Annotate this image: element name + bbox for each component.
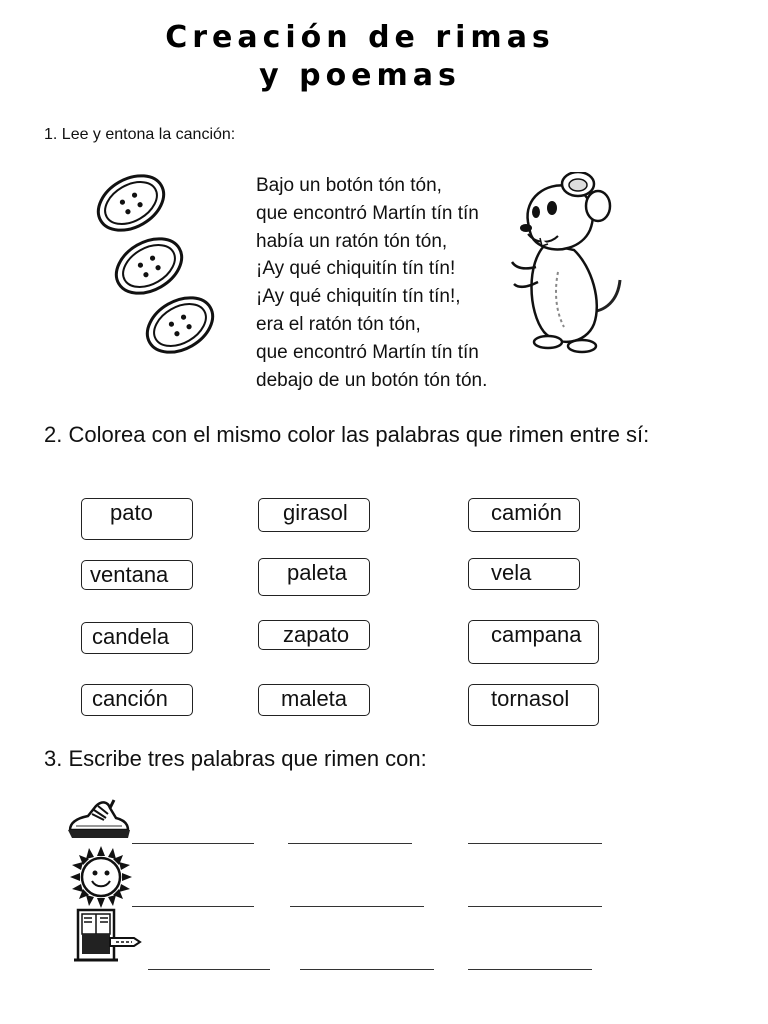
- sun-icon: [70, 846, 132, 908]
- button-icon: [107, 228, 192, 305]
- answer-line[interactable]: [300, 969, 434, 970]
- poem-line: era el ratón tón tón,: [256, 313, 421, 335]
- word-box-vela[interactable]: vela: [468, 558, 580, 590]
- button-icon: [138, 287, 222, 360]
- song-poem: [256, 172, 516, 394]
- shoe-icon: [66, 796, 132, 842]
- answer-line[interactable]: [132, 843, 254, 844]
- worksheet-title-line-1: Creación de rimas: [165, 20, 555, 55]
- word-box-zapato[interactable]: zapato: [258, 620, 370, 650]
- word-box-maleta[interactable]: maleta: [258, 684, 370, 716]
- answer-line[interactable]: [288, 843, 412, 844]
- word-box-ventana[interactable]: ventana: [81, 560, 193, 590]
- answer-line[interactable]: [290, 906, 424, 907]
- window-icon: [72, 908, 144, 964]
- poem-line: había un ratón tón tón,: [256, 230, 448, 252]
- poem-line: ¡Ay qué chiquitín tín tín!,: [256, 286, 461, 308]
- answer-line[interactable]: [132, 906, 254, 907]
- instruction-1: 1. Lee y entona la canción:: [44, 126, 236, 143]
- answer-line[interactable]: [468, 969, 592, 970]
- poem-line: que encontró Martín tín tín: [256, 202, 479, 224]
- instruction-3: 3. Escribe tres palabras que rimen con:: [44, 746, 427, 771]
- poem-line: debajo de un botón tón tón.: [256, 369, 488, 391]
- word-box-pato[interactable]: pato: [81, 498, 193, 540]
- answer-line[interactable]: [468, 906, 602, 907]
- poem-line: que encontró Martín tín tín: [256, 341, 479, 363]
- word-box-girasol[interactable]: girasol: [258, 498, 370, 532]
- poem-line: ¡Ay qué chiquitín tín tín!: [256, 258, 456, 280]
- word-box-paleta[interactable]: paleta: [258, 558, 370, 596]
- button-icon: [92, 170, 173, 241]
- answer-line[interactable]: [468, 843, 602, 844]
- worksheet-title-line-2: y poemas: [259, 58, 461, 93]
- buttons-illustration: [92, 170, 222, 360]
- mouse-icon: [506, 172, 626, 357]
- word-box-tornasol[interactable]: tornasol: [468, 684, 599, 726]
- poem-line: Bajo un botón tón tón,: [256, 175, 442, 196]
- instruction-2: 2. Colorea con el mismo color las palabras que rimen entre sí:: [44, 422, 650, 447]
- answer-line[interactable]: [148, 969, 270, 970]
- word-box-camion[interactable]: camión: [468, 498, 580, 532]
- word-box-campana[interactable]: campana: [468, 620, 599, 664]
- word-box-cancion[interactable]: canción: [81, 684, 193, 716]
- word-box-candela[interactable]: candela: [81, 622, 193, 654]
